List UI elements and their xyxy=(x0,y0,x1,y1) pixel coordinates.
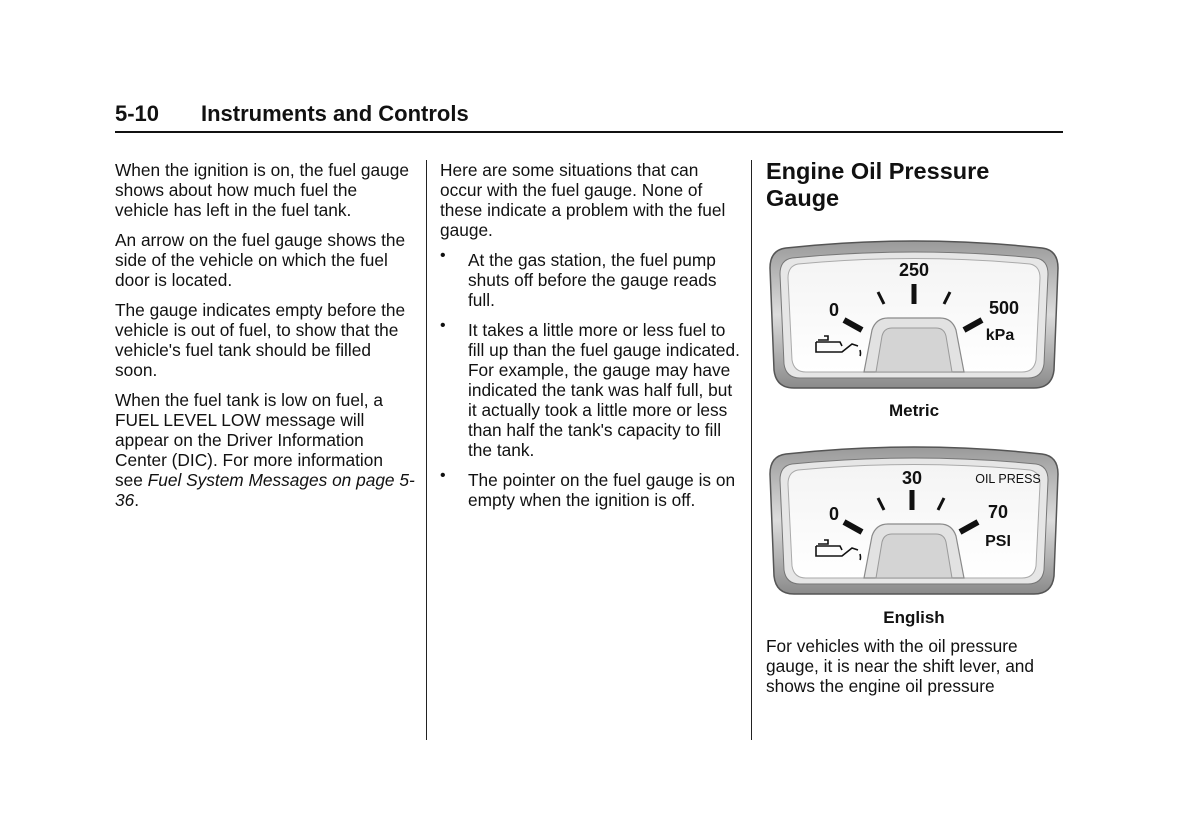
column-divider xyxy=(751,160,752,740)
bullet-icon: • xyxy=(440,467,446,484)
list-item xyxy=(440,317,740,460)
cross-reference-link[interactable]: Fuel System Messages on page 5-36 xyxy=(115,470,415,510)
column-1 xyxy=(115,160,415,520)
list-item-text: The pointer on the fuel gauge is on empty when the ignition is off. xyxy=(468,470,736,510)
paragraph: For vehicles with the oil pressure gauge, it is near the shift lever, and shows the engine oil pressure xyxy=(766,636,1035,696)
gauge-caption: English xyxy=(883,608,945,627)
list-item-text: At the gas station, the fuel pump shuts off before the gauge reads full. xyxy=(468,250,717,310)
section-heading: Engine Oil Pressure Gauge xyxy=(766,158,990,211)
bullet-list xyxy=(440,247,740,510)
gauge-label-mid: 250 xyxy=(898,260,930,280)
paragraph-text: When the fuel tank is low on fuel, a FUEL LEVEL LOW message will appear on the Driver Information Center (DIC). For more information see xyxy=(115,390,384,490)
gauge-label-min: 0 xyxy=(828,300,840,320)
paragraph: When the ignition is on, the fuel gauge shows about how much fuel the vehicle has left in the fuel tank. xyxy=(115,160,409,220)
oil-press-label: OIL PRESS xyxy=(975,472,1041,486)
gauge-label-max: 500 xyxy=(988,298,1020,318)
list-item-text: It takes a little more or less fuel to fill up than the fuel gauge indicated. For example, the gauge may have indicated the tank was half full, but it actually took a little more or less than half the tank's capacity to fill the tank. xyxy=(468,320,740,460)
gauge-unit: PSI xyxy=(985,533,1011,550)
paragraph: An arrow on the fuel gauge shows the side of the vehicle on which the fuel door is located. xyxy=(115,230,406,290)
gauge-label-min: 0 xyxy=(828,504,840,524)
gauge-unit: kPa xyxy=(985,327,1015,344)
page-header xyxy=(115,101,1063,133)
english-oil-pressure-gauge xyxy=(768,444,1060,604)
metric-oil-pressure-gauge xyxy=(768,238,1060,398)
bullet-icon: • xyxy=(440,317,446,334)
oil-pressure-paragraph xyxy=(766,636,1066,696)
paragraph: The gauge indicates empty before the vehicle is out of fuel, to show that the vehicle's fuel tank should be filled soon. xyxy=(115,300,406,380)
paragraph: Here are some situations that can occur with the fuel gauge. None of these indicate a problem with the fuel gauge. xyxy=(440,160,726,240)
gauge-caption: Metric xyxy=(888,401,940,420)
paragraph-end: . xyxy=(134,490,140,510)
bullet-icon: • xyxy=(440,247,446,264)
column-2 xyxy=(440,160,740,520)
list-item xyxy=(440,247,740,310)
section-title: Instruments and Controls xyxy=(201,101,469,126)
gauge-label-max: 70 xyxy=(987,502,1009,522)
paragraph xyxy=(115,390,415,510)
column-divider xyxy=(426,160,427,740)
list-item xyxy=(440,467,740,510)
page-number: 5-10 xyxy=(115,101,160,126)
gauge-label-mid: 30 xyxy=(901,468,923,488)
